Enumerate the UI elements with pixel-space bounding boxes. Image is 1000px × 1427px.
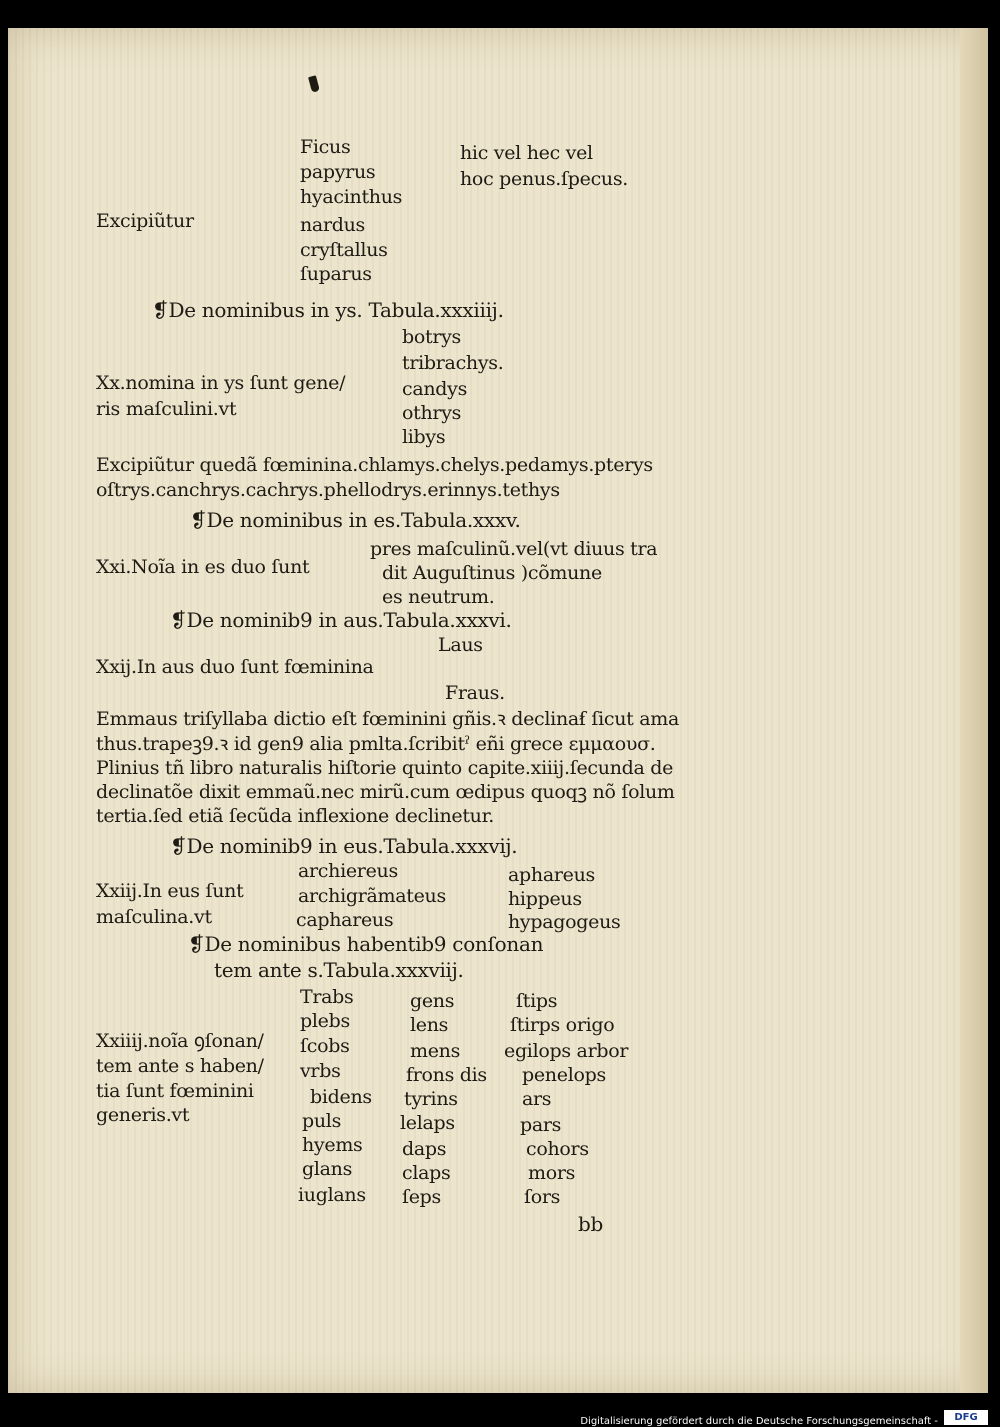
rule-text: tem ante s haben/ [96, 1055, 264, 1077]
section-heading: ❡De nominib9 in eus.Tabula.xxxvij. [170, 834, 518, 858]
page-edge [960, 28, 988, 1393]
rule-text: Xxi.Noĩa in es duo ſunt [96, 556, 310, 578]
word: ſcobs [300, 1035, 350, 1057]
word: tyrins [404, 1088, 458, 1110]
section-heading: ❡De nominibus habentib9 conſonan [188, 932, 544, 956]
word: gens [410, 990, 455, 1012]
word: ſuparus [300, 263, 372, 285]
word: nardus [300, 214, 365, 236]
word: lelaps [400, 1112, 455, 1134]
rule-text: Xx.nomina in ys ſunt gene/ [96, 372, 346, 394]
word: candys [402, 378, 468, 400]
word: hoc penus.ſpecus. [460, 168, 629, 190]
word: frons dis [406, 1064, 487, 1086]
word: hyacinthus [300, 186, 403, 208]
word: mors [528, 1162, 576, 1184]
word: papyrus [300, 161, 376, 183]
word: egilops arbor [504, 1040, 629, 1062]
word: othrys [402, 402, 462, 424]
text-line: dit Auguſtinus )cõmune [382, 562, 602, 584]
word: plebs [300, 1010, 350, 1032]
word: Ficus [300, 136, 351, 158]
word: pars [520, 1114, 562, 1136]
signature-mark: bb [578, 1212, 604, 1236]
word: archigrãmateus [298, 885, 446, 907]
word: ſors [524, 1186, 561, 1208]
text-line: declinatõe dixit emmaũ.nec mirũ.cum œdipus quoqꝫ nõ ſolum [96, 781, 675, 803]
word: penelops [522, 1064, 606, 1086]
rule-text: ris maſculini.vt [96, 398, 237, 420]
word: claps [402, 1162, 451, 1184]
text-line: oſtrys.canchrys.cachrys.phellodrys.erinnys.tethys [96, 479, 560, 501]
text-line: es neutrum. [382, 586, 495, 608]
word: aphareus [508, 864, 595, 886]
word: archiereus [298, 860, 398, 882]
text-line: pres maſculinũ.vel(vt diuus tra [370, 538, 658, 560]
word: botrys [402, 326, 462, 348]
word: Fraus. [445, 682, 505, 704]
rule-text: Excipiũtur [96, 210, 194, 232]
word: ſtirps origo [510, 1014, 615, 1036]
dfg-logo: DFG [944, 1410, 988, 1425]
word: hypagogeus [508, 911, 621, 933]
word: hippeus [508, 888, 582, 910]
word: ſeps [402, 1186, 441, 1208]
text-line: Plinius tñ libro naturalis hiſtorie quinto capite.xiiij.ſecunda de [96, 757, 674, 779]
word: caphareus [296, 909, 394, 931]
word: hyems [302, 1134, 363, 1156]
word: cohors [526, 1138, 589, 1160]
word: daps [402, 1138, 447, 1160]
word: ars [522, 1088, 552, 1110]
section-heading: ❡De nominibus in es.Tabula.xxxv. [190, 508, 521, 532]
word: hic vel hec vel [460, 142, 593, 164]
rule-text: Xxiiij.noĩa ꝯſonan/ [96, 1030, 264, 1052]
word: lens [410, 1014, 449, 1036]
text-line: tertia.ſed etiã ſecũda inflexione declinetur. [96, 805, 495, 827]
word: bidens [310, 1086, 372, 1108]
word: puls [302, 1110, 342, 1132]
word: iuglans [298, 1184, 366, 1206]
section-heading: ❡De nominibus in ys. Tabula.xxxiiij. [152, 298, 504, 322]
word: cryſtallus [300, 239, 388, 261]
rule-text: tia ſunt fœminini [96, 1080, 254, 1102]
section-heading: tem ante s.Tabula.xxxviij. [214, 958, 464, 982]
word: tribrachys. [402, 352, 504, 374]
rule-text: Xxiij.In eus ſunt [96, 880, 244, 902]
word: glans [302, 1158, 353, 1180]
word: Trabs [300, 986, 354, 1008]
rule-text: maſculina.vt [96, 906, 212, 928]
word: libys [402, 426, 446, 448]
word: mens [410, 1040, 461, 1062]
section-heading: ❡De nominib9 in aus.Tabula.xxxvi. [170, 608, 512, 632]
text-line: Excipiũtur quedã fœminina.chlamys.chelys.pedamys.pterys [96, 454, 653, 476]
text-line: Emmaus triſyllaba dictio eſt fœminini gñis.ꝛ declinaẜ ſicut ama [96, 708, 680, 730]
rule-text: Xxij.In aus duo ſunt fœminina [96, 656, 374, 678]
word: vrbs [300, 1060, 341, 1082]
word: ſtips [516, 990, 558, 1012]
text-line: thus.trapeꝫ9.ꝛ id gen9 alia pmlta.ſcribitˀ eñi grece εμμαουσ. [96, 733, 656, 755]
word: Laus [438, 634, 483, 656]
rule-text: generis.vt [96, 1104, 190, 1126]
footer-credit: Digitalisierung gefördert durch die Deutsche Forschungsgemeinschaft - [580, 1416, 938, 1427]
